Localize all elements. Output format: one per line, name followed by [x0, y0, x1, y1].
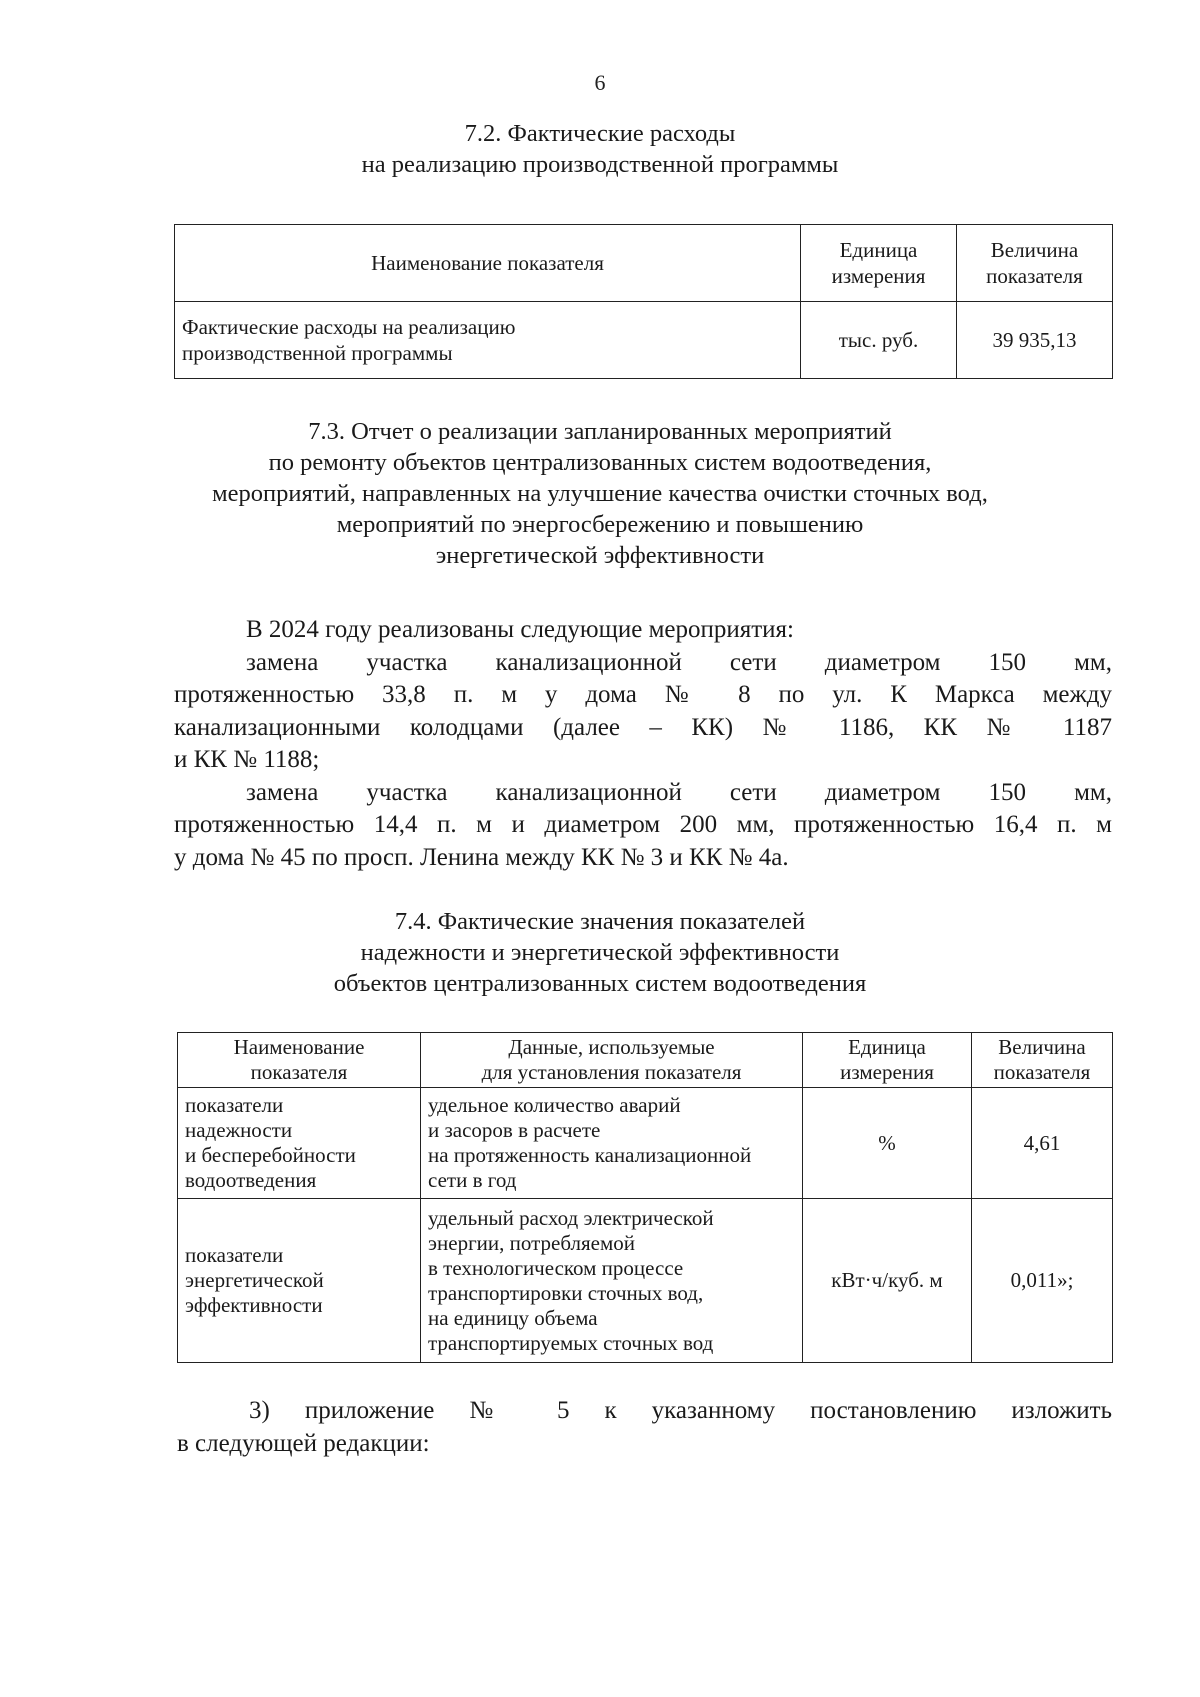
item2-line: у дома № 45 по просп. Ленина между КК № 3 и КК № 4а.	[174, 843, 789, 871]
row-unit: тыс. руб.	[801, 302, 957, 379]
item1-line: и КК № 1188;	[174, 746, 320, 773]
closing-line: 3) приложение № 5 к указанному постановлению изложить	[249, 1397, 1112, 1424]
header-name: Наименование показателя	[175, 225, 801, 302]
row-value: 39 935,13	[957, 302, 1113, 379]
table-header-row	[175, 225, 1113, 302]
table-header-row	[178, 1033, 1113, 1088]
section-7-2-heading	[0, 118, 1200, 180]
page-number: 6	[594, 70, 606, 95]
heading-line: объектов централизованных систем водоотведения	[333, 970, 867, 997]
row-unit: кВт·ч/куб. м	[803, 1199, 972, 1363]
table-row	[178, 1088, 1113, 1199]
closing-paragraph	[177, 1395, 1112, 1460]
item1-line: канализационными колодцами (далее – КК) № 1186, КК № 1187	[174, 713, 1112, 741]
header-data: Данные, используемые для установления показателя	[421, 1033, 803, 1088]
item1-line: протяженностью 33,8 п. м у дома № 8 по ул. К Маркса между	[174, 681, 1112, 708]
row-name: показатели энергетической эффективности	[178, 1199, 421, 1363]
item2-line: протяженностью 14,4 п. м и диаметром 200 мм, протяженностью 16,4 п. м	[174, 811, 1112, 838]
row-data: удельный расход электрической энергии, потребляемой в технологическом процессе транспортировки сточных вод, на единицу объема транспортируемых сточных вод	[421, 1199, 803, 1363]
closing-line: в следующей редакции:	[177, 1429, 430, 1457]
heading-line: мероприятий, направленных на улучшение качества очистки сточных вод,	[212, 480, 988, 507]
table-row	[175, 302, 1113, 379]
row-name: показатели надежности и бесперебойности водоотведения	[178, 1088, 421, 1199]
indicators-table	[177, 1032, 1113, 1363]
item2-line: замена участка канализационной сети диаметром 150 мм,	[246, 778, 1112, 806]
heading-line: 7.2. Фактические расходы	[464, 120, 736, 147]
heading-line: мероприятий по энергосбережению и повышению	[336, 511, 864, 538]
section-7-3-body	[174, 614, 1112, 874]
row-name: Фактические расходы на реализацию производственной программы	[175, 302, 801, 379]
heading-line: на реализацию производственной программы	[361, 151, 839, 178]
table-row	[178, 1199, 1113, 1363]
row-value: 0,011»;	[972, 1199, 1113, 1363]
header-unit: Единица измерения	[803, 1033, 972, 1088]
item1-line: замена участка канализационной сети диаметром 150 мм,	[246, 648, 1112, 676]
heading-line: 7.3. Отчет о реализации запланированных мероприятий	[308, 418, 892, 445]
intro-paragraph: В 2024 году реализованы следующие мероприятия:	[246, 616, 794, 643]
heading-line: по ремонту объектов централизованных систем водоотведения,	[268, 449, 932, 476]
section-7-4-heading	[0, 906, 1200, 999]
row-data: удельное количество аварий и засоров в расчете на протяженность канализационной сети в год	[421, 1088, 803, 1199]
header-unit: Единица измерения	[801, 225, 957, 302]
header-value: Величина показателя	[957, 225, 1113, 302]
expenses-table	[174, 224, 1113, 379]
header-name: Наименование показателя	[178, 1033, 421, 1088]
section-7-3-heading	[0, 416, 1200, 571]
row-value: 4,61	[972, 1088, 1113, 1199]
row-unit: %	[803, 1088, 972, 1199]
heading-line: 7.4. Фактические значения показателей	[394, 908, 806, 935]
header-value: Величина показателя	[972, 1033, 1113, 1088]
heading-line: энергетической эффективности	[435, 542, 765, 569]
heading-line: надежности и энергетической эффективности	[360, 939, 840, 966]
